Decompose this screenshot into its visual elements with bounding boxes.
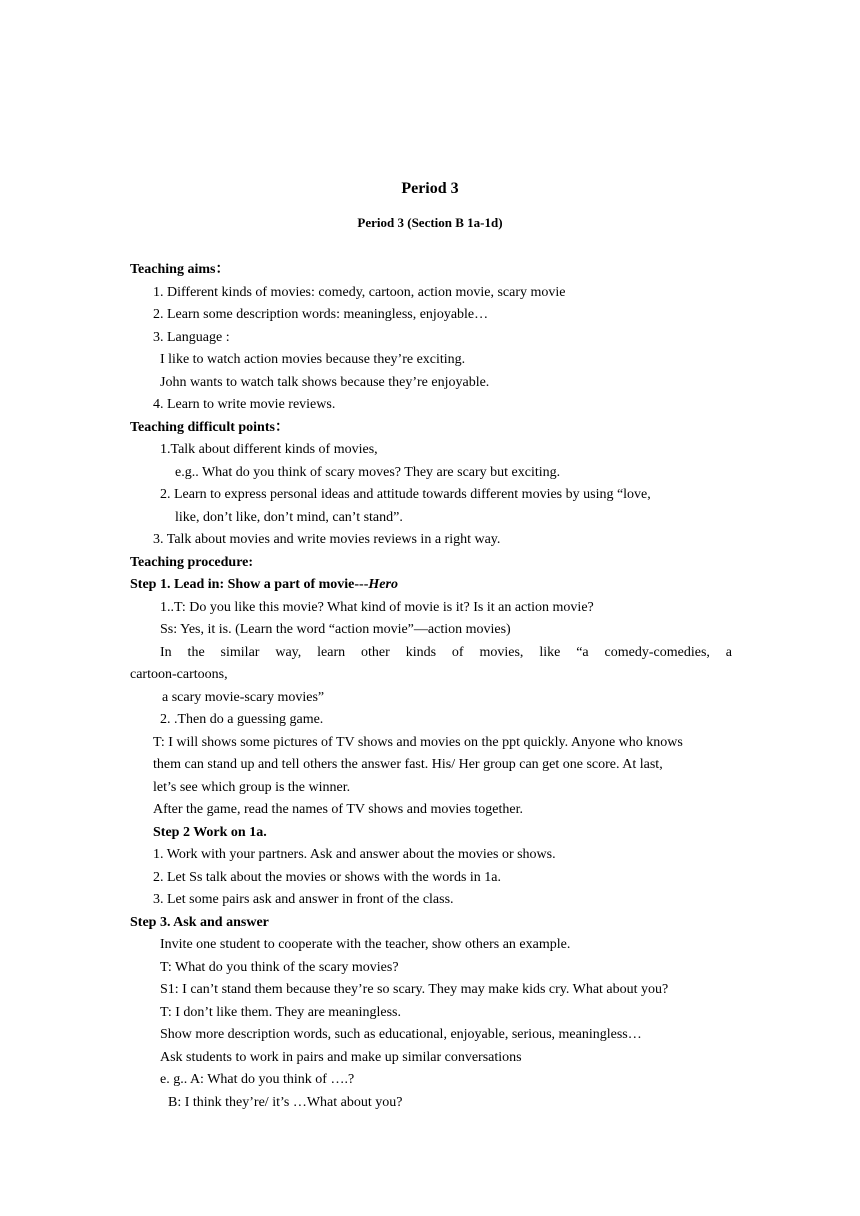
page-title: Period 3 xyxy=(401,180,459,197)
page-subtitle: Period 3 (Section B 1a-1d) xyxy=(357,215,503,230)
difficult-item: like, don’t like, don’t mind, can’t stand”. xyxy=(175,510,403,525)
step1-line: In the similar way, learn other kinds of movies, like “a comedy-comedies, a xyxy=(160,645,732,660)
difficult-item: 2. Learn to express personal ideas and attitude towards different movies by using “love, xyxy=(160,487,651,502)
step1-line: T: I will shows some pictures of TV shows and movies on the ppt quickly. Anyone who knows xyxy=(153,735,683,750)
step3-line: T: I don’t like them. They are meaningless. xyxy=(160,1005,402,1020)
step3-line: e. g.. A: What do you think of ….? xyxy=(160,1072,355,1087)
step3-line: B: I think they’re/ it’s …What about you? xyxy=(168,1095,403,1110)
step3-line: Invite one student to cooperate with the teacher, show others an example. xyxy=(160,937,571,952)
step1-line: 1..T: Do you like this movie? What kind of movie is it? Is it an action movie? xyxy=(160,600,594,615)
difficult-item: e.g.. What do you think of scary moves? They are scary but exciting. xyxy=(175,465,561,480)
aims-item: 4. Learn to write movie reviews. xyxy=(153,397,336,412)
step1-line: a scary movie-scary movies” xyxy=(162,690,325,705)
step3-line: Show more description words, such as educational, enjoyable, serious, meaningless… xyxy=(160,1027,642,1042)
aims-item: John wants to watch talk shows because they’re enjoyable. xyxy=(160,375,490,390)
step3-heading: Step 3. Ask and answer xyxy=(130,915,269,930)
difficult-item: 1.Talk about different kinds of movies, xyxy=(160,442,378,457)
step3-line: Ask students to work in pairs and make up similar conversations xyxy=(160,1050,522,1065)
procedure-heading: Teaching procedure: xyxy=(130,555,254,570)
step1-line: 2. .Then do a guessing game. xyxy=(160,712,324,727)
difficult-heading: Teaching difficult points： xyxy=(130,420,289,435)
difficult-item: 3. Talk about movies and write movies reviews in a right way. xyxy=(153,532,501,547)
step3-line: T: What do you think of the scary movies? xyxy=(160,960,399,975)
step1-line: let’s see which group is the winner. xyxy=(153,780,351,795)
step1-line: cartoon-cartoons, xyxy=(130,667,228,682)
aims-heading: Teaching aims： xyxy=(130,262,230,277)
aims-item: I like to watch action movies because they’re exciting. xyxy=(160,352,466,367)
step2-heading: Step 2 Work on 1a. xyxy=(153,825,267,840)
step1-line: Ss: Yes, it is. (Learn the word “action movie”—action movies) xyxy=(160,622,511,637)
step2-line: 2. Let Ss talk about the movies or shows with the words in 1a. xyxy=(153,870,502,885)
step1-heading: Step 1. Lead in: Show a part of movie---Hero xyxy=(130,577,398,592)
step1-movie-name: Hero xyxy=(368,577,398,592)
step1-line: them can stand up and tell others the answer fast. His/ Her group can get one score. At last, xyxy=(153,757,663,772)
aims-item: 2. Learn some description words: meaningless, enjoyable… xyxy=(153,307,489,322)
step2-line: 1. Work with your partners. Ask and answer about the movies or shows. xyxy=(153,847,556,862)
aims-item: 3. Language : xyxy=(153,330,230,345)
step2-line: 3. Let some pairs ask and answer in front of the class. xyxy=(153,892,454,907)
aims-item: 1. Different kinds of movies: comedy, cartoon, action movie, scary movie xyxy=(153,285,566,300)
step1-line: After the game, read the names of TV shows and movies together. xyxy=(153,802,523,817)
step3-line: S1: I can’t stand them because they’re so scary. They may make kids cry. What about you? xyxy=(160,982,669,997)
